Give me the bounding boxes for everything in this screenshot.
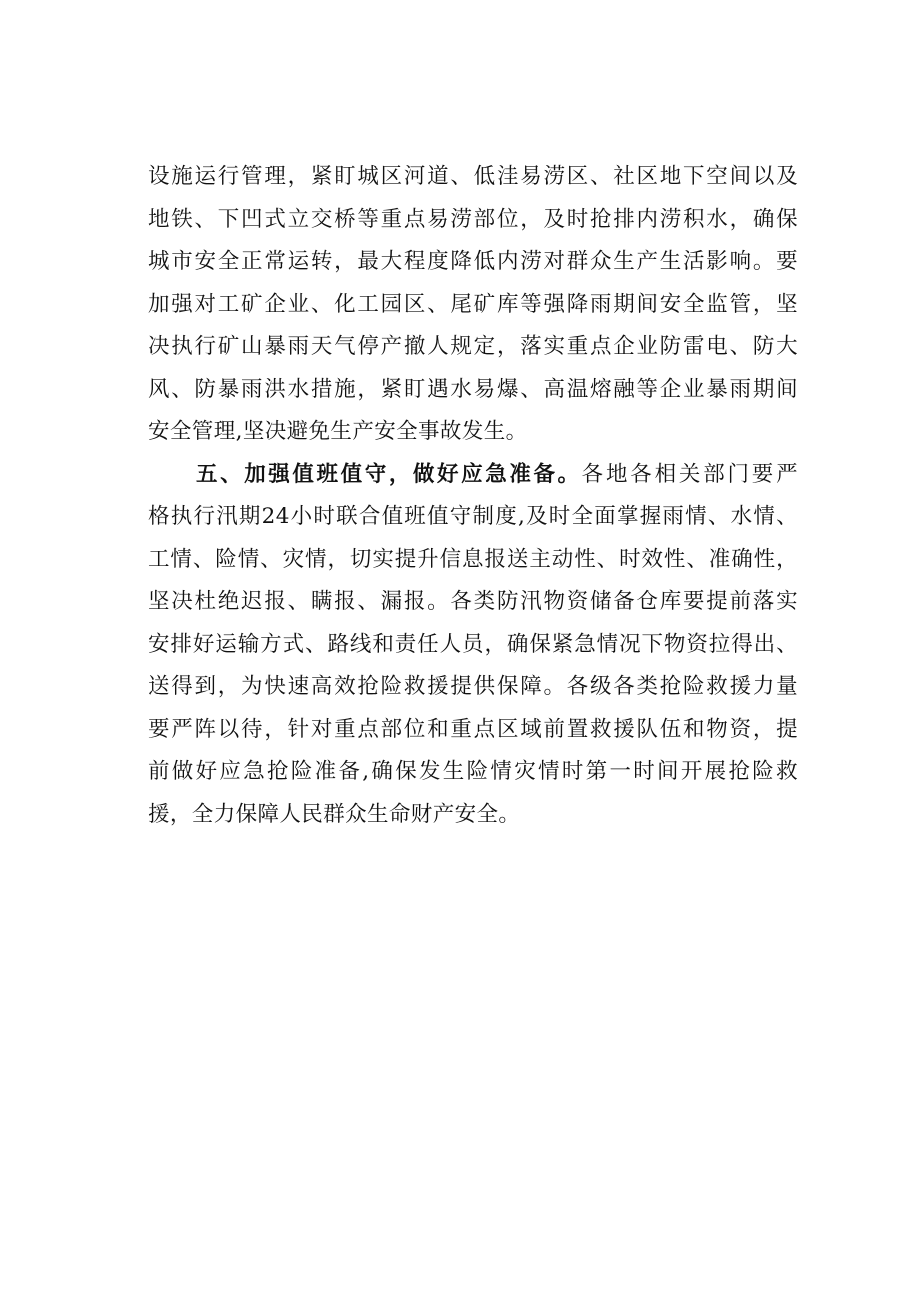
paragraph-first-line	[148, 454, 798, 497]
text-line: 援，全力保障人民群众生命财产安全。	[148, 801, 521, 827]
text-run: 各地各相关部门要严	[581, 461, 799, 487]
text-line: 安排好运输方式、路线和责任人员，确保紧急情况下物资拉得出、	[148, 631, 798, 657]
text-line: 加强对工矿企业、化工园区、尾矿库等强降雨期间安全监管，坚	[148, 291, 798, 317]
text-line: 要严阵以待，针对重点部位和重点区域前置救援队伍和物资，提	[148, 716, 798, 742]
text-line: 前做好应急抢险准备,确保发生险情灾情时第一时间开展抢险救	[148, 759, 798, 784]
text-line: 送得到，为快速高效抢险救援提供保障。各级各类抢险救援力量	[148, 674, 798, 699]
text-line: 地铁、下凹式立交桥等重点易涝部位，及时抢排内涝积水，确保	[148, 206, 798, 232]
text-line: 风、防暴雨洪水措施，紧盯遇水易爆、高温熔融等企业暴雨期间	[148, 376, 798, 402]
document-body	[148, 156, 798, 836]
text-line: 格执行汛期24小时联合值班值守制度,及时全面掌握雨情、水情、	[148, 504, 798, 529]
text-line: 城市安全正常运转，最大程度降低内涝对群众生产生活影响。要	[148, 249, 798, 274]
text-line: 工情、险情、灾情，切实提升信息报送主动性、时效性、准确性，	[148, 546, 798, 572]
text-line: 设施运行管理，紧盯城区河道、低洼易涝区、社区地下空间以及	[148, 164, 798, 189]
text-line: 安全管理,坚决避免生产安全事故发生。	[148, 419, 528, 444]
section-heading: 五、加强值班值守，做好应急准备。	[196, 461, 582, 487]
text-line: 坚决杜绝迟报、瞒报、漏报。各类防汛物资储备仓库要提前落实	[148, 589, 798, 614]
text-line: 决执行矿山暴雨天气停产撤人规定，落实重点企业防雷电、防大	[148, 334, 798, 359]
